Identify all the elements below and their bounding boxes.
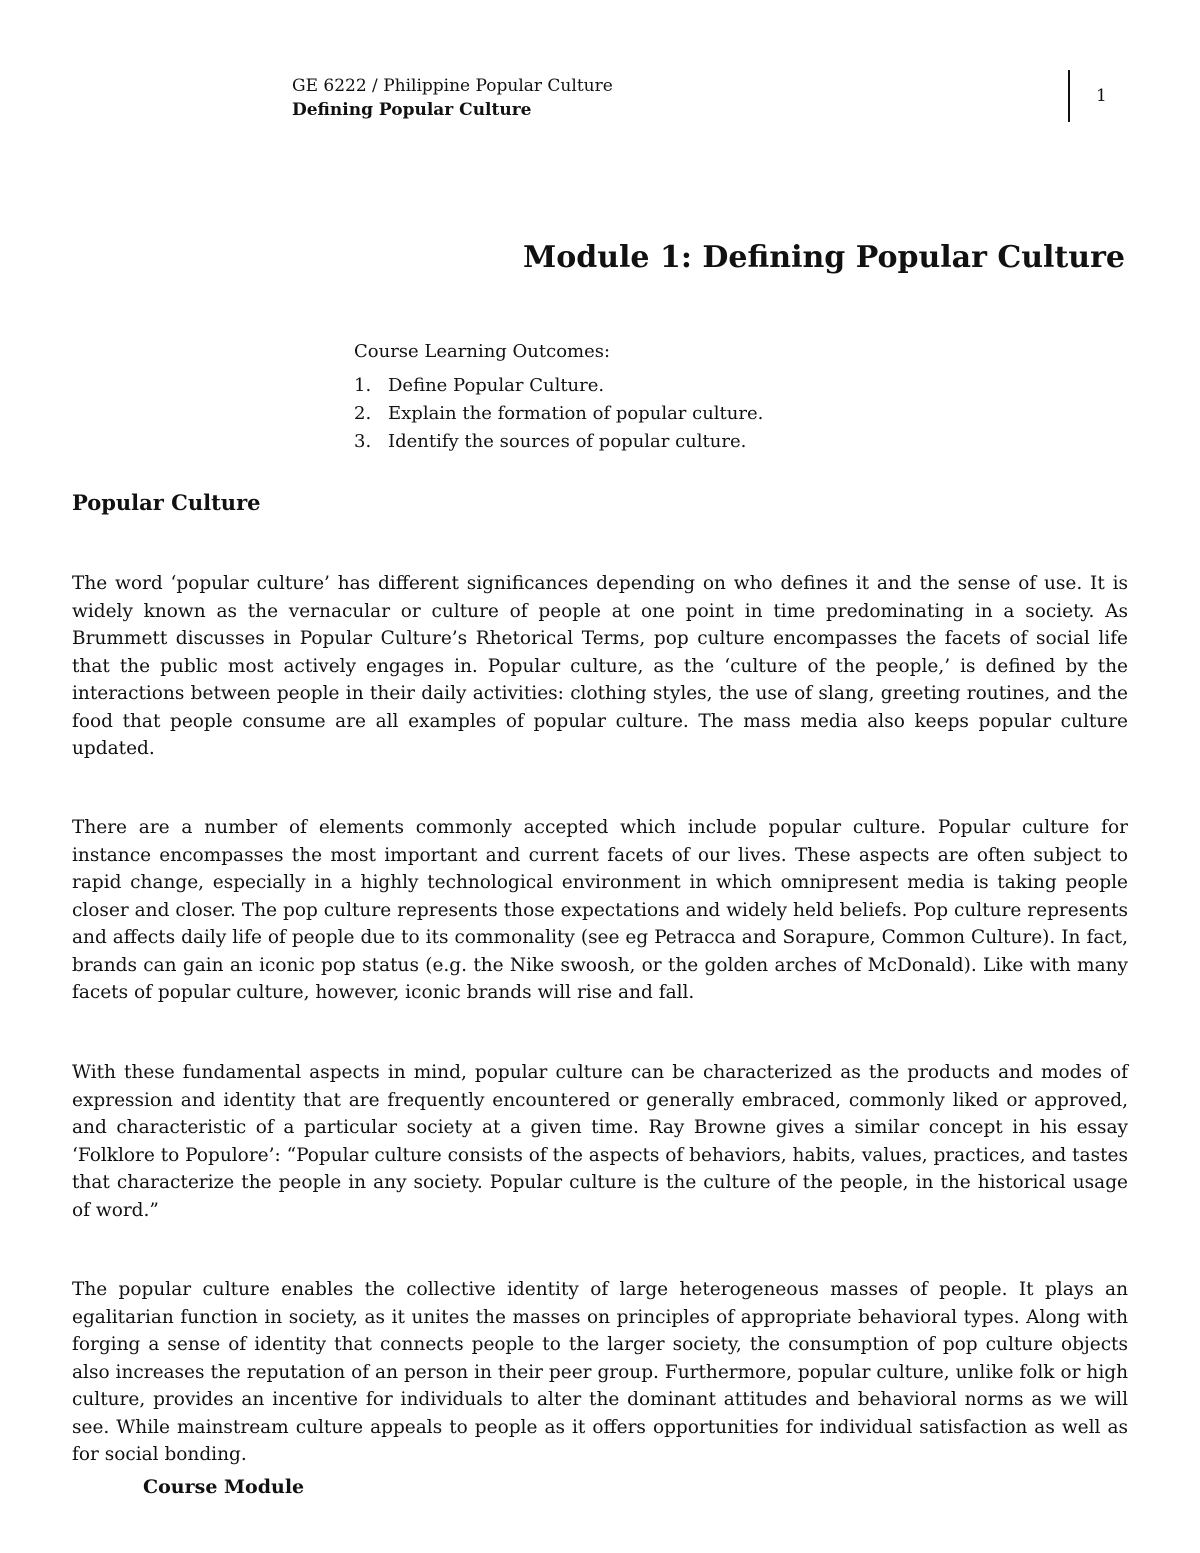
page-header <box>292 74 613 122</box>
outcome-text: Explain the formation of popular culture. <box>388 403 764 424</box>
topic-title: Defining Popular Culture <box>292 100 532 120</box>
outcome-item <box>354 400 763 428</box>
body-paragraph: The word ‘popular culture’ has different significances depending on who defines it and the sense of use. It is widely known as the vernacular or culture of people at one point in time predominating in a society. As Brummett discusses in Popular Culture’s Rhetorical Terms, pop culture encompasses the facets of social life that the public most actively engages in. Popular culture, as the ‘culture of the people,’ is defined by the interactions between people in their daily activities: clothing styles, the use of slang, greeting routines, and the food that people consume are all examples of popular culture. The mass media also keeps popular culture updated. <box>72 573 1128 759</box>
outcomes-list <box>354 372 763 456</box>
outcome-text: Define Popular Culture. <box>388 375 605 396</box>
body-paragraph: There are a number of elements commonly accepted which include popular culture. Popular culture for instance encompasses the most important and current facets of our lives. These aspects are often subject to rapid change, especially in a highly technological environment in which omnipresent media is taking people closer and closer. The pop culture represents those expectations and widely held beliefs. Pop culture represents and affects daily life of people due to its commonality (see eg Petracca and Sorapure, Common Culture). In fact, brands can gain an iconic pop status (e.g. the Nike swoosh, or the golden arches of McDonald). Like with many facets of popular culture, however, iconic brands will rise and fall. <box>72 817 1128 1003</box>
header-divider <box>1068 70 1070 122</box>
outcome-item <box>354 372 763 400</box>
outcome-number: 2. <box>354 403 372 424</box>
section-heading: Popular Culture <box>72 490 261 515</box>
body-paragraph: The popular culture enables the collective identity of large heterogeneous masses of people. It plays an egalitarian function in society, as it unites the masses on principles of appropriate behavioral types. Along with forging a sense of identity that connects people to the larger society, the consumption of pop culture objects also increases the reputation of an person in their peer group. Furthermore, popular culture, unlike folk or high culture, provides an incentive for individuals to alter the dominant attitudes and behavioral norms as we will see. While mainstream culture appeals to people as it offers opportunities for individual satisfaction as well as for social bonding. <box>72 1279 1128 1465</box>
module-title: Module 1: Defining Popular Culture <box>523 240 1125 275</box>
outcome-item <box>354 428 763 456</box>
body-paragraph: With these fundamental aspects in mind, popular culture can be characterized as the products and modes of expression and identity that are frequently encountered or generally embraced, commonly liked or approved, and characteristic of a particular society at a given time. Ray Browne gives a similar concept in his essay ‘Folklore to Populore’: “Popular culture consists of the aspects of behaviors, habits, values, practices, and tastes that characterize the people in any society. Popular culture is the culture of the people, in the historical usage of word.” <box>72 1062 1128 1221</box>
course-title: GE 6222 / Philippine Popular Culture <box>292 76 613 96</box>
footer-label: Course Module <box>143 1476 305 1498</box>
learning-outcomes <box>354 338 763 456</box>
outcome-number: 1. <box>354 375 372 396</box>
outcomes-heading: Course Learning Outcomes: <box>354 341 611 362</box>
outcome-number: 3. <box>354 431 372 452</box>
page-number: 1 <box>1096 86 1107 106</box>
outcome-text: Identify the sources of popular culture. <box>388 431 747 452</box>
